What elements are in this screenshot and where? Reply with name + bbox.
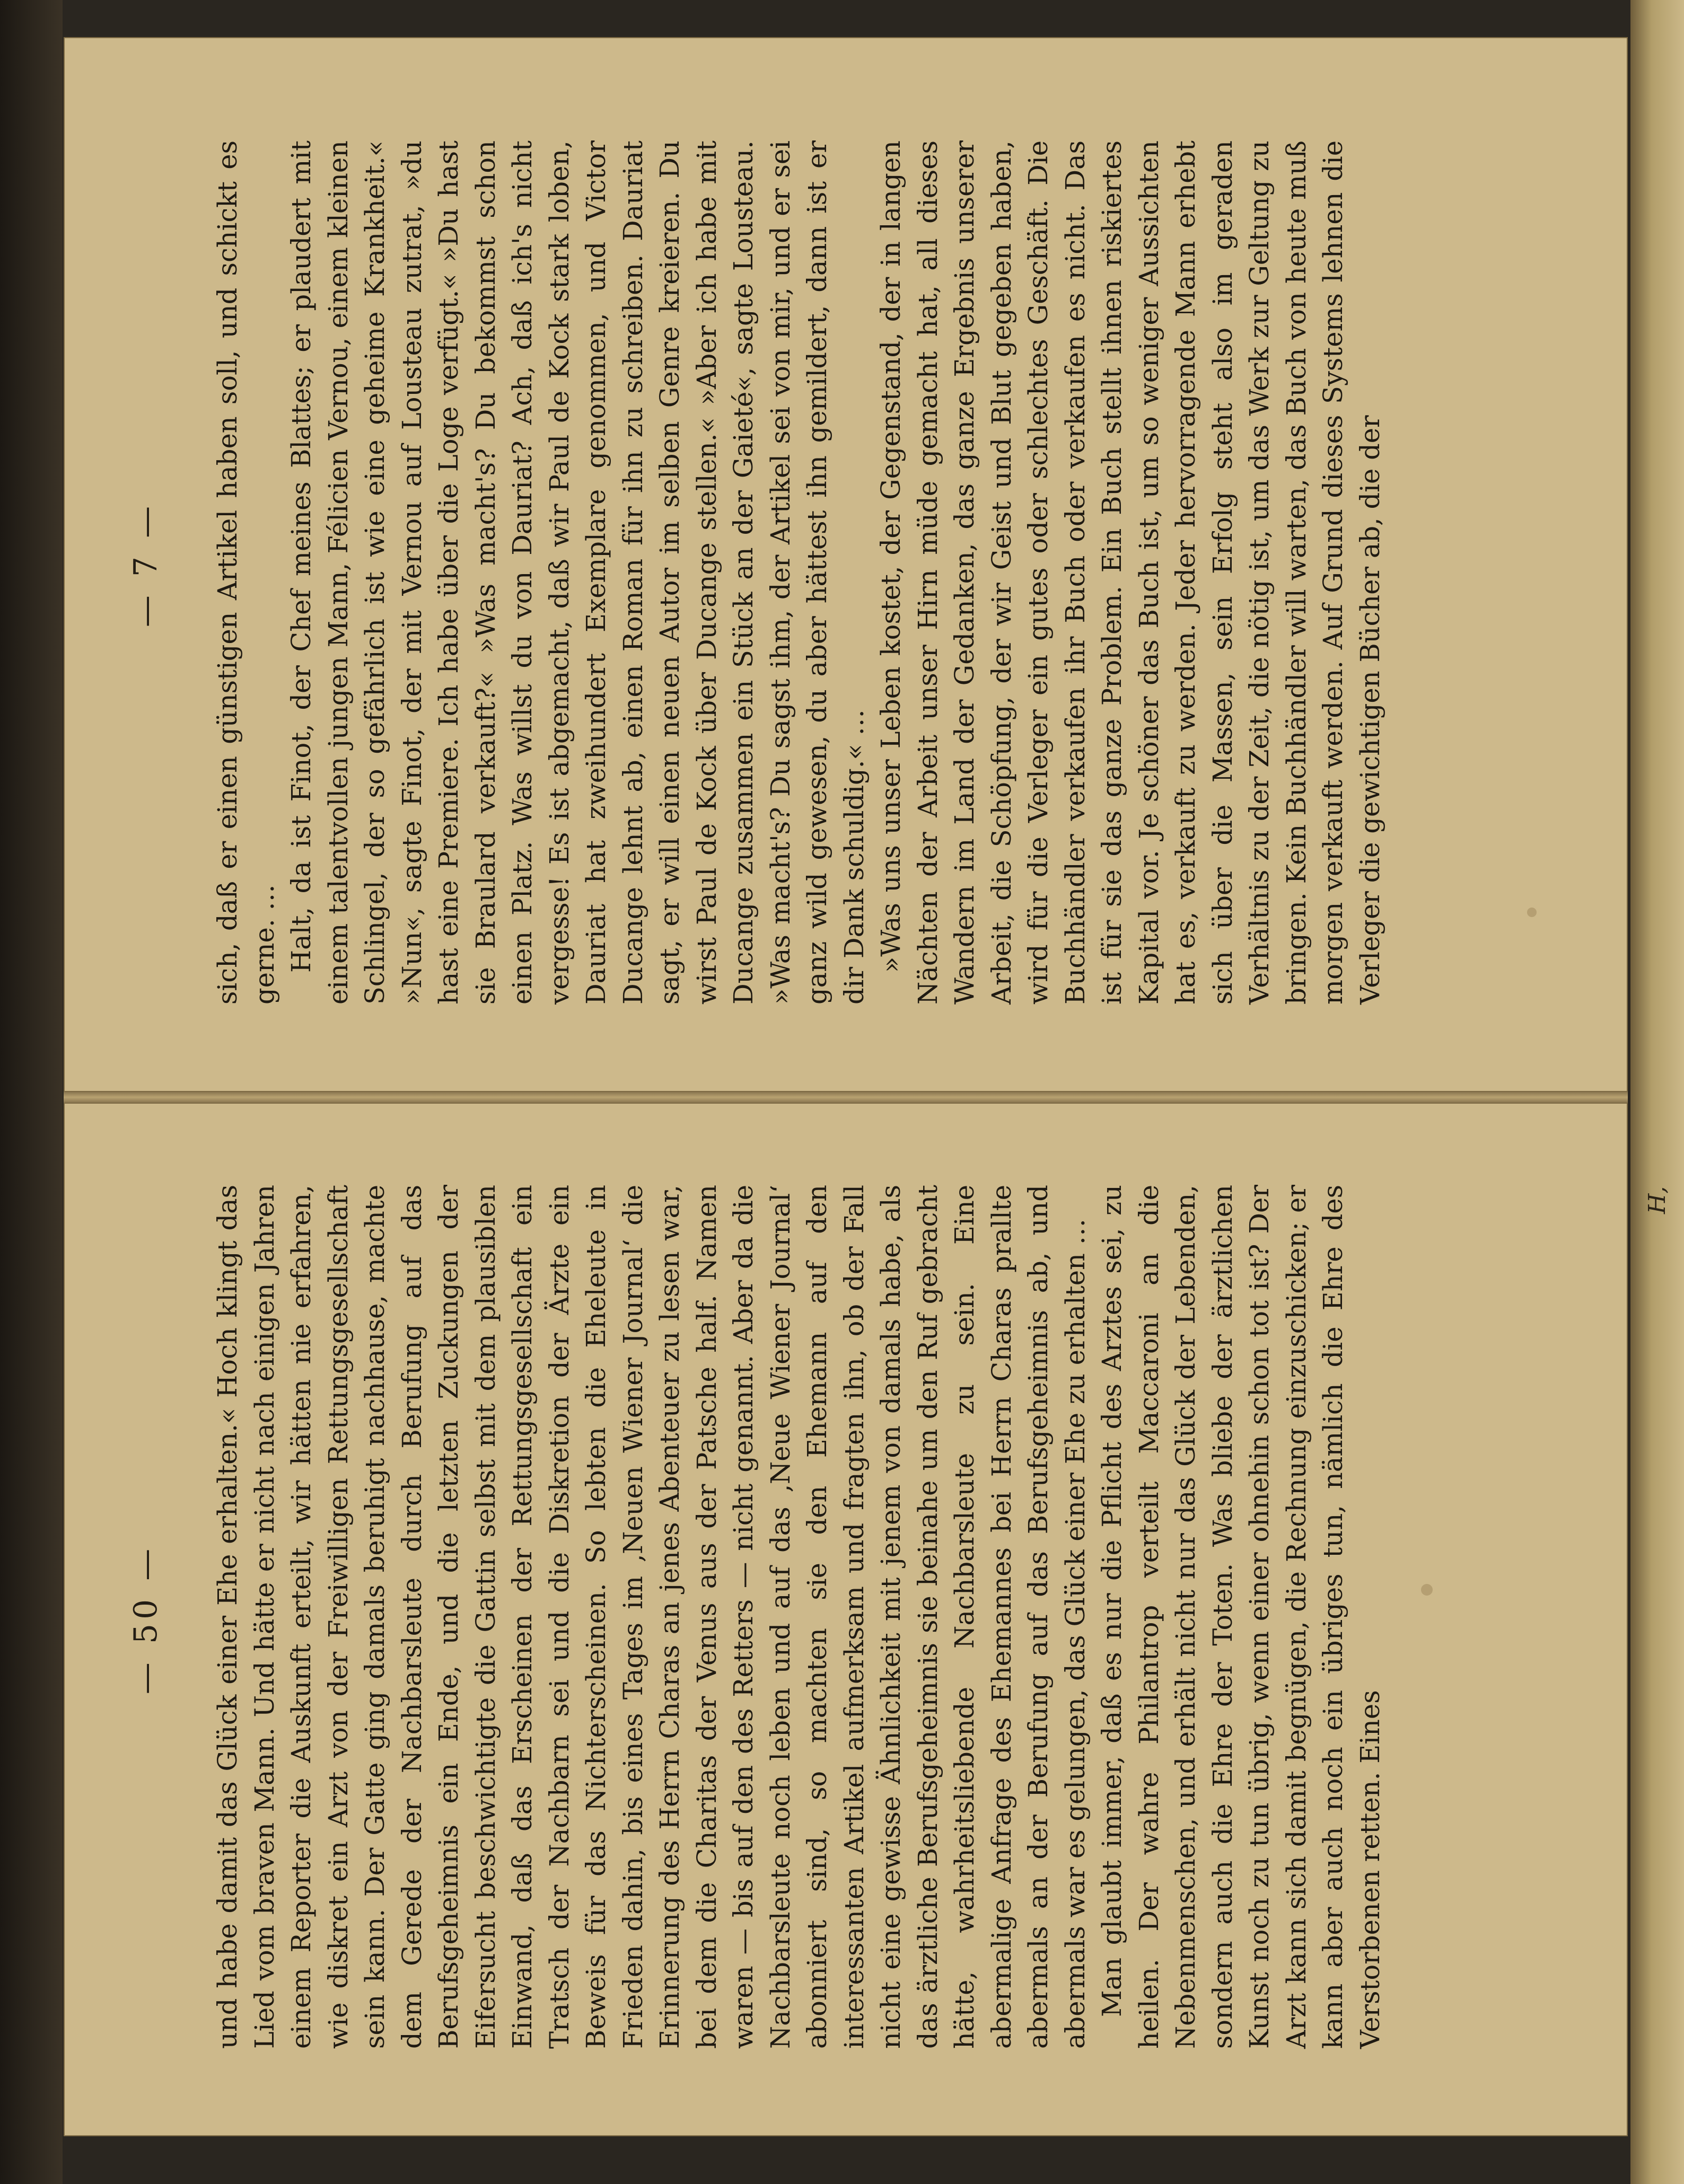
scan-background-edge	[0, 0, 63, 2184]
margin-handwriting: H,	[1644, 1186, 1671, 1214]
page-7	[64, 37, 1628, 1092]
page-text	[209, 140, 1389, 1005]
page-text	[209, 1185, 1389, 2049]
paper-stain	[1421, 1584, 1433, 1596]
page-50	[64, 1103, 1628, 2136]
paper-stain	[1527, 908, 1537, 917]
page-gutter	[64, 1092, 1628, 1103]
page-number: — 50 —	[127, 1544, 164, 1695]
paragraph: und habe damit das Glück einer Ehe erhalten.« Hoch klingt das Lied vom braven Mann. Und hätte er nicht nach einigen Jahren einem Reporter die Auskunft erteilt, wir hätten nie erfahren, wie diskret ein Arzt von der Freiwilligen Rettungsgesellschaft sein kann. Der Gatte ging damals beruhigt nachhause, machte dem Gerede der Nachbarsleute durch Berufung auf das Berufsgeheimnis ein Ende, und die letzten Zuckungen der Eifersucht beschwichtigte die Gattin selbst mit dem plausiblen Einwand, daß das Erscheinen der Rettungsgesellschaft ein Tratsch der Nachbarn sei und die Diskretion der Ärzte ein Beweis für das Nichterscheinen. So lebten die Eheleute in Frieden dahin, bis eines Tages im ‚Neuen Wiener Journal‘ die Erinnerung des Herrn Charas an jenes Abenteuer zu lesen war, bei dem die Charitas der Venus aus der Patsche half. Namen waren — bis auf den des Retters — nicht genannt. Aber da die Nachbarsleute noch leben und auf das ‚Neue Wiener Journal‘ abonniert sind, so machten sie den Ehemann auf den interessanten Artikel aufmerksam und fragten ihn, ob der Fall nicht eine gewisse Ähnlichkeit mit jenem von damals habe, als das ärztliche Berufsgeheimnis sie beinahe um den Ruf gebracht hätte, wahrheitsliebende Nachbarsleute zu sein. Eine abermalige Anfrage des Ehemannes bei Herrn Charas prallte abermals an der Berufung auf das Berufsgeheimnis ab, und abermals war es gelungen, das Glück einer Ehe zu erhalten …	[212, 1185, 1091, 2049]
paragraph: Man glaubt immer, daß es nur die Pflicht des Arztes sei, zu heilen. Der wahre Philantrop verteilt Maccaroni an die Nebenmenschen, und erhält nicht nur das Glück der Lebenden, sondern auch die Ehre der Toten. Was bliebe der ärztlichen Kunst noch zu tun übrig, wenn einer ohnehin schon tot ist? Der Arzt kann sich damit begnügen, die Rechnung einzuschicken; er kann aber auch noch ein übriges tun, nämlich die Ehre des Verstorbenen retten. Eines	[1097, 1185, 1385, 2049]
paragraph: »Was uns unser Leben kostet, der Gegenstand, der in langen Nächten der Arbeit unser Hirn müde gemacht hat, all dieses Wandern im Land der Gedanken, das ganze Ergebnis unserer Arbeit, die Schöpfung, der wir Geist und Blut gegeben haben, wird für die Verleger ein gutes oder schlechtes Geschäft. Die Buchhändler verkaufen ihr Buch oder verkaufen es nicht. Das ist für sie das ganze Problem. Ein Buch stellt ihnen riskiertes Kapital vor. Je schöner das Buch ist, um so weniger Aussichten hat es, verkauft zu werden. Jeder hervorragende Mann erhebt sich über die Massen, sein Erfolg steht also im geraden Verhältnis zu der Zeit, die nötig ist, um das Werk zur Geltung zu bringen. Kein Buchhändler will warten, das Buch von heute muß morgen verkauft werden. Auf Grund dieses Systems lehnen die Verleger die gewichtigen Bücher ab, die der	[875, 140, 1385, 1005]
paragraph: Halt, da ist Finot, der Chef meines Blattes; er plaudert mit einem talentvollen jungen Mann, Félicien Vernou, einem kleinen Schlingel, der so gefährlich ist wie eine geheime Krankheit.« »Nun«, sagte Finot, der mit Vernou auf Lousteau zutrat, »du hast eine Premiere. Ich habe über die Loge verfügt.« »Du hast sie Braulard verkauft?« »Was macht's? Du bekommst schon einen Platz. Was willst du von Dauriat? Ach, daß ich's nicht vergesse! Es ist abgemacht, daß wir Paul de Kock stark loben, Dauriat hat zweihundert Exemplare genommen, und Victor Ducange lehnt ab, einen Roman für ihn zu schreiben. Dauriat sagt, er will einen neuen Autor im selben Genre kreieren. Du wirst Paul de Kock über Ducange stellen.« »Aber ich habe mit Ducange zusammen ein Stück an der Gaieté«, sagte Lousteau. »Was macht's? Du sagst ihm, der Artikel sei von mir, und er sei ganz wild gewesen, du aber hättest ihn gemildert, dann ist er dir Dank schuldig.« …	[286, 140, 870, 1005]
page-number: — 7 —	[127, 501, 164, 628]
next-page-edge	[1630, 0, 1684, 2184]
paragraph: sich, daß er einen günstigen Artikel haben soll, und schickt es gerne. …	[212, 140, 280, 1005]
